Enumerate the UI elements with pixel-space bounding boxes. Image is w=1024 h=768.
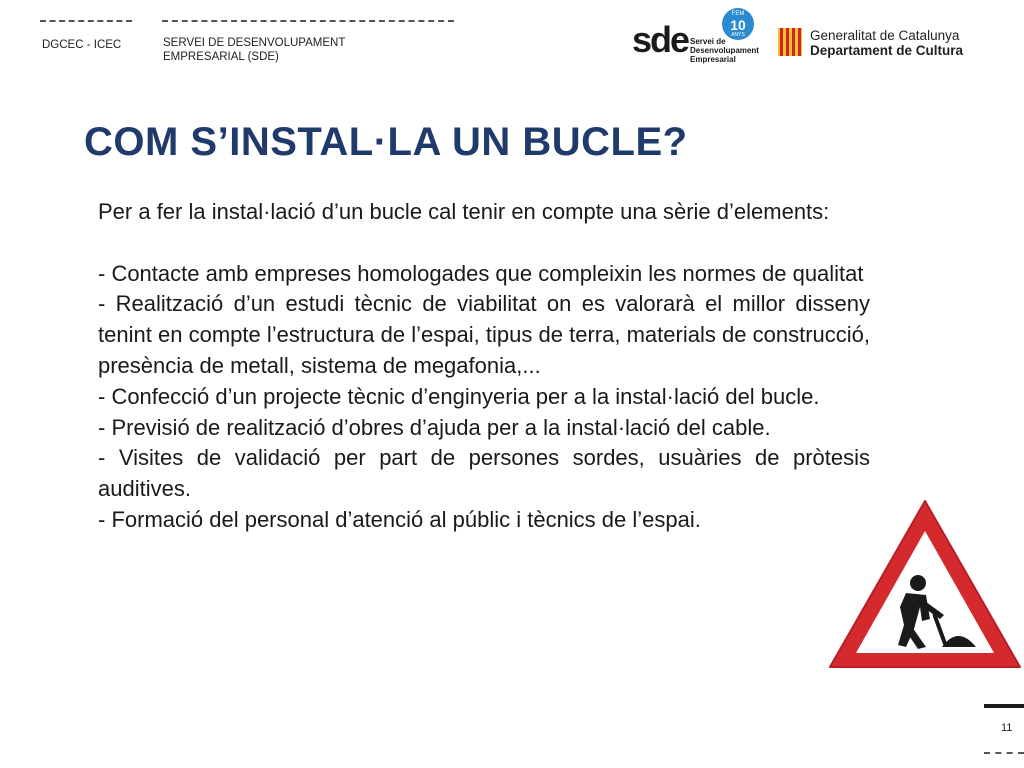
- slide-body: [98, 197, 870, 536]
- org-label: DGCEC - ICEC: [42, 39, 122, 51]
- sde-subtitle-line2: Desenvolupament: [690, 46, 759, 55]
- badge-bottom-text: ANYS: [731, 32, 745, 38]
- list-item: - Formació del personal d’atenció al públic i tècnics de l’espai.: [98, 506, 701, 532]
- sde-logo: [632, 8, 762, 64]
- senyera-flag-icon: [778, 28, 802, 56]
- header-dash-right: [162, 20, 454, 22]
- list-item: - Visites de validació per part de persones sordes, usuàries de pròtesis auditives.: [98, 445, 870, 502]
- list-item: - Realització d’un estudi tècnic de viabilitat on es valorarà el millor disseny tenint en compte l’estructura de l’espai, tipus de terra, materials de construcció, presència de metall, sistema de megafonia,...: [98, 291, 870, 378]
- generalitat-logo: [778, 28, 988, 60]
- sde-subtitle-line1: Servei de: [690, 37, 726, 46]
- department-name: Departament de Cultura: [810, 43, 964, 58]
- header-dash-left: [40, 20, 132, 22]
- list-item: - Previsió de realització d’obres d’ajuda per a la instal·lació del cable.: [98, 414, 771, 440]
- intro-paragraph: Per a fer la instal·lació d’un bucle cal tenir en compte una sèrie d’elements:: [98, 199, 830, 224]
- paragraph-gap: [98, 228, 870, 259]
- service-label: SERVEI DE DESENVOLUPAMENT EMPRESARIAL (SDE): [163, 37, 346, 63]
- corner-bar: [984, 704, 1024, 708]
- anniversary-badge: [722, 8, 754, 40]
- generalitat-name: Generalitat de Catalunya: [810, 28, 960, 43]
- sde-subtitle: [690, 37, 759, 64]
- slide-title: COM S’INSTAL·LA UN BUCLE?: [84, 120, 688, 164]
- roadworks-warning-sign-icon: [826, 495, 1024, 675]
- badge-number: 10: [730, 17, 746, 33]
- list-item: - Confecció d’un projecte tècnic d’enginyeria per a la instal·lació del bucle.: [98, 383, 820, 409]
- footer-dash: [984, 752, 1024, 754]
- sde-subtitle-line3: Empresarial: [690, 55, 736, 64]
- page-number: 11: [1001, 722, 1013, 734]
- list-item: - Contacte amb empreses homologades que compleixin les normes de qualitat: [98, 260, 864, 286]
- badge-top-text: FEM: [731, 11, 745, 17]
- sde-wordmark: sde: [632, 19, 689, 60]
